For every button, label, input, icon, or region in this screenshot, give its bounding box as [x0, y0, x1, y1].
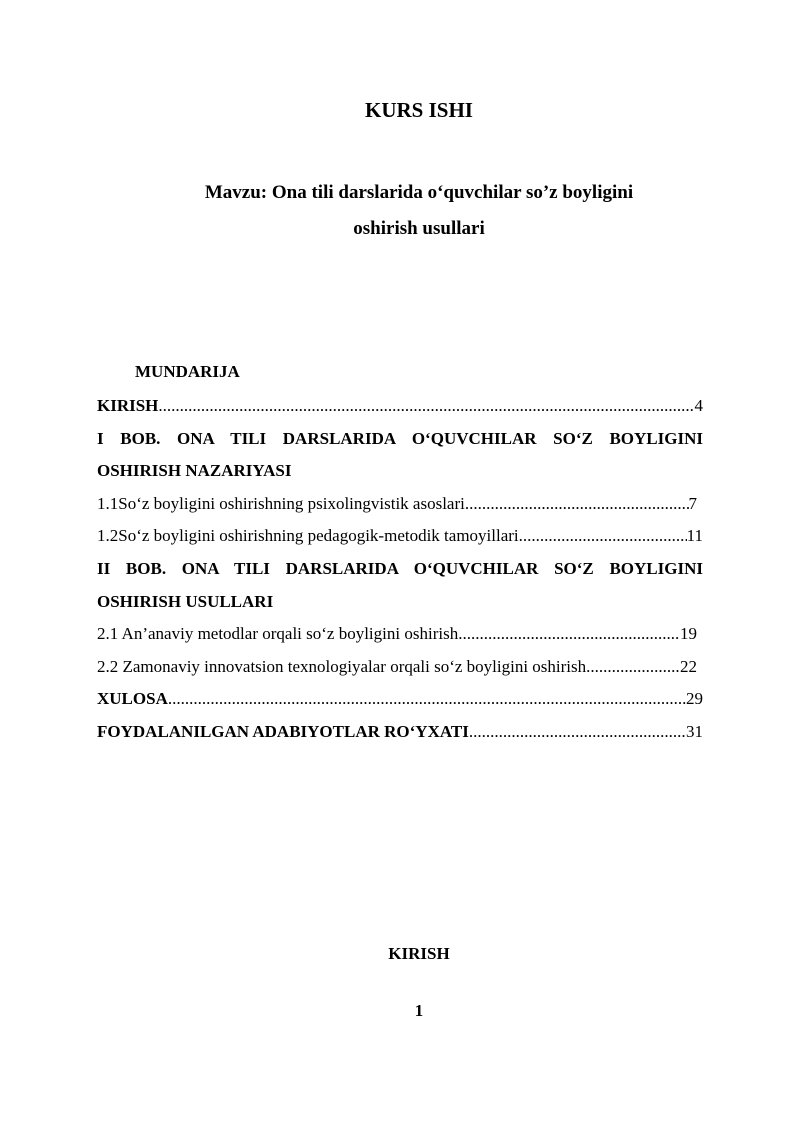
toc-entry-1-2 [97, 520, 703, 553]
toc-leader-dots [519, 520, 687, 553]
toc-leader-dots [465, 488, 689, 521]
toc-leader-dots [168, 683, 686, 716]
toc-entry-page: 4 [694, 396, 703, 415]
document-title: KURS ISHI [365, 98, 473, 122]
toc-leader-dots [158, 390, 694, 423]
subject-line-1: Mavzu: Ona tili darslarida o‘quvchilar so’z boyligini [204, 182, 634, 203]
toc-leader-dots [458, 618, 680, 651]
toc-leader-dots [469, 716, 686, 749]
toc-entry-kirish [97, 390, 703, 423]
section-heading-kirish: KIRISH [388, 944, 450, 963]
toc-entry-page: 29 [686, 689, 703, 709]
toc-entry-page: 19 [680, 624, 697, 644]
toc-entry-1-1 [97, 488, 703, 521]
table-of-contents [97, 390, 703, 749]
toc-entry-page: 11 [686, 526, 703, 546]
toc-entry-label: 2.1 An’anaviy metodlar orqali so‘z boyligini oshirish [97, 624, 459, 644]
page-number: 1 [414, 1001, 424, 1020]
toc-entry-2-1 [97, 618, 703, 651]
toc-entry-2-2 [97, 651, 703, 684]
toc-chapter-1: I BOB. ONA TILI DARSLARIDA O‘QUVCHILAR SO‘Z BOYLIGINI OSHIRISH NAZARIYASI [97, 428, 703, 481]
toc-entry-label: 2.2 Zamonaviy innovatsion texnologiyalar orqali so‘z boyligini oshirish [97, 656, 587, 676]
toc-entry-page: 7 [688, 493, 697, 513]
toc-entry-label: 1.2So‘z boyligini oshirishning pedagogik-metodik tamoyillari [97, 526, 519, 546]
toc-entry-xulosa [97, 683, 703, 716]
toc-entry-page: 31 [686, 721, 703, 741]
toc-entry-label: FOYDALANILGAN ADABIYOTLAR RO‘YXATI [97, 721, 469, 741]
toc-entry-label: 1.1So‘z boyligini oshirishning psixolingvistik asoslari [97, 493, 465, 513]
toc-heading: MUNDARIJA [135, 362, 240, 381]
toc-entry-adabiyotlar [97, 716, 703, 749]
toc-entry-page: 22 [680, 656, 697, 676]
subject-line-2: oshirish usullari [353, 218, 485, 239]
toc-entry-label: KIRISH [97, 396, 159, 415]
toc-chapter-2: II BOB. ONA TILI DARSLARIDA O‘QUVCHILAR SO‘Z BOYLIGINI OSHIRISH USULLARI [97, 558, 703, 611]
toc-entry-label: XULOSA [97, 689, 168, 709]
toc-leader-dots [586, 651, 680, 684]
